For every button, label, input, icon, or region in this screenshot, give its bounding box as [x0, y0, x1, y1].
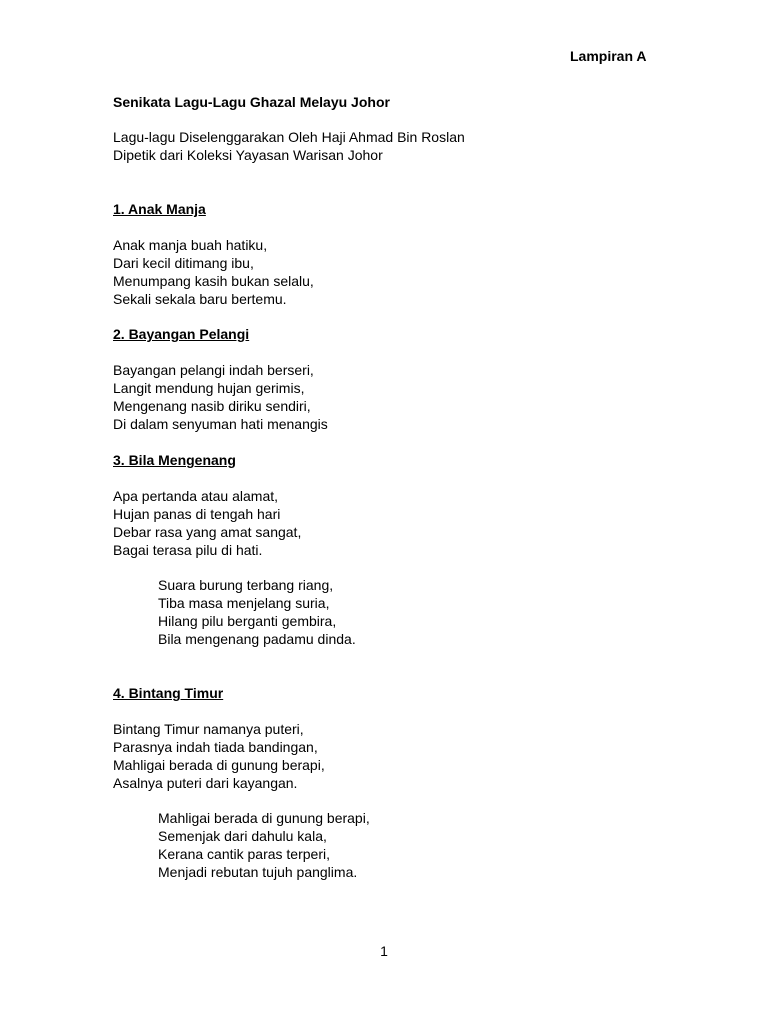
lyric-line: Hujan panas di tengah hari	[113, 506, 281, 522]
lyric-line: Di dalam senyuman hati menangis	[113, 416, 328, 432]
lyric-line: Mahligai berada di gunung berapi,	[158, 810, 370, 826]
song-section	[113, 325, 673, 433]
lyric-line: Mengenang nasib diriku sendiri,	[113, 398, 311, 414]
appendix-label: Lampiran A	[570, 48, 647, 64]
lyric-line: Semenjak dari dahulu kala,	[158, 828, 327, 844]
lyric-line: Hilang pilu berganti gembira,	[158, 613, 337, 629]
lyric-line: Bagai terasa pilu di hati.	[113, 542, 263, 558]
lyric-line: Parasnya indah tiada bandingan,	[113, 739, 318, 755]
lyric-line: Anak manja buah hatiku,	[113, 237, 268, 253]
stanza	[113, 809, 673, 881]
lyric-line: Bintang Timur namanya puteri,	[113, 721, 304, 737]
lyric-line: Sekali sekala baru bertemu.	[113, 291, 287, 307]
intro-line: Lagu-lagu Diselenggarakan Oleh Haji Ahmad Bin Roslan	[113, 129, 465, 145]
lyric-line: Bila mengenang padamu dinda.	[158, 631, 356, 647]
stanza	[113, 361, 673, 433]
lyric-line: Asalnya puteri dari kayangan.	[113, 775, 298, 791]
intro-block	[113, 128, 673, 164]
lyric-line: Mahligai berada di gunung berapi,	[113, 757, 325, 773]
intro-line: Dipetik dari Koleksi Yayasan Warisan Johor	[113, 147, 383, 163]
page-number: 1	[380, 943, 388, 959]
song-title: 2. Bayangan Pelangi	[113, 326, 250, 342]
stanza	[113, 487, 673, 559]
stanza	[113, 236, 673, 308]
document-title: Senikata Lagu-Lagu Ghazal Melayu Johor	[113, 94, 390, 110]
song-title: 1. Anak Manja	[113, 201, 206, 217]
stanza	[113, 720, 673, 792]
lyric-line: Dari kecil ditimang ibu,	[113, 255, 254, 271]
lyric-line: Apa pertanda atau alamat,	[113, 488, 279, 504]
lyric-line: Bayangan pelangi indah berseri,	[113, 362, 314, 378]
lyric-line: Langit mendung hujan gerimis,	[113, 380, 305, 396]
song-section	[113, 684, 673, 881]
stanza	[113, 576, 673, 648]
lyric-line: Debar rasa yang amat sangat,	[113, 524, 302, 540]
lyric-line: Menumpang kasih bukan selalu,	[113, 273, 314, 289]
document-content	[113, 93, 673, 881]
song-title: 4. Bintang Timur	[113, 685, 224, 701]
song-title: 3. Bila Mengenang	[113, 452, 236, 468]
lyric-line: Kerana cantik paras terperi,	[158, 846, 330, 862]
lyric-line: Menjadi rebutan tujuh panglima.	[158, 864, 358, 880]
song-section	[113, 200, 673, 308]
lyric-line: Tiba masa menjelang suria,	[158, 595, 330, 611]
lyric-line: Suara burung terbang riang,	[158, 577, 334, 593]
song-section	[113, 451, 673, 648]
